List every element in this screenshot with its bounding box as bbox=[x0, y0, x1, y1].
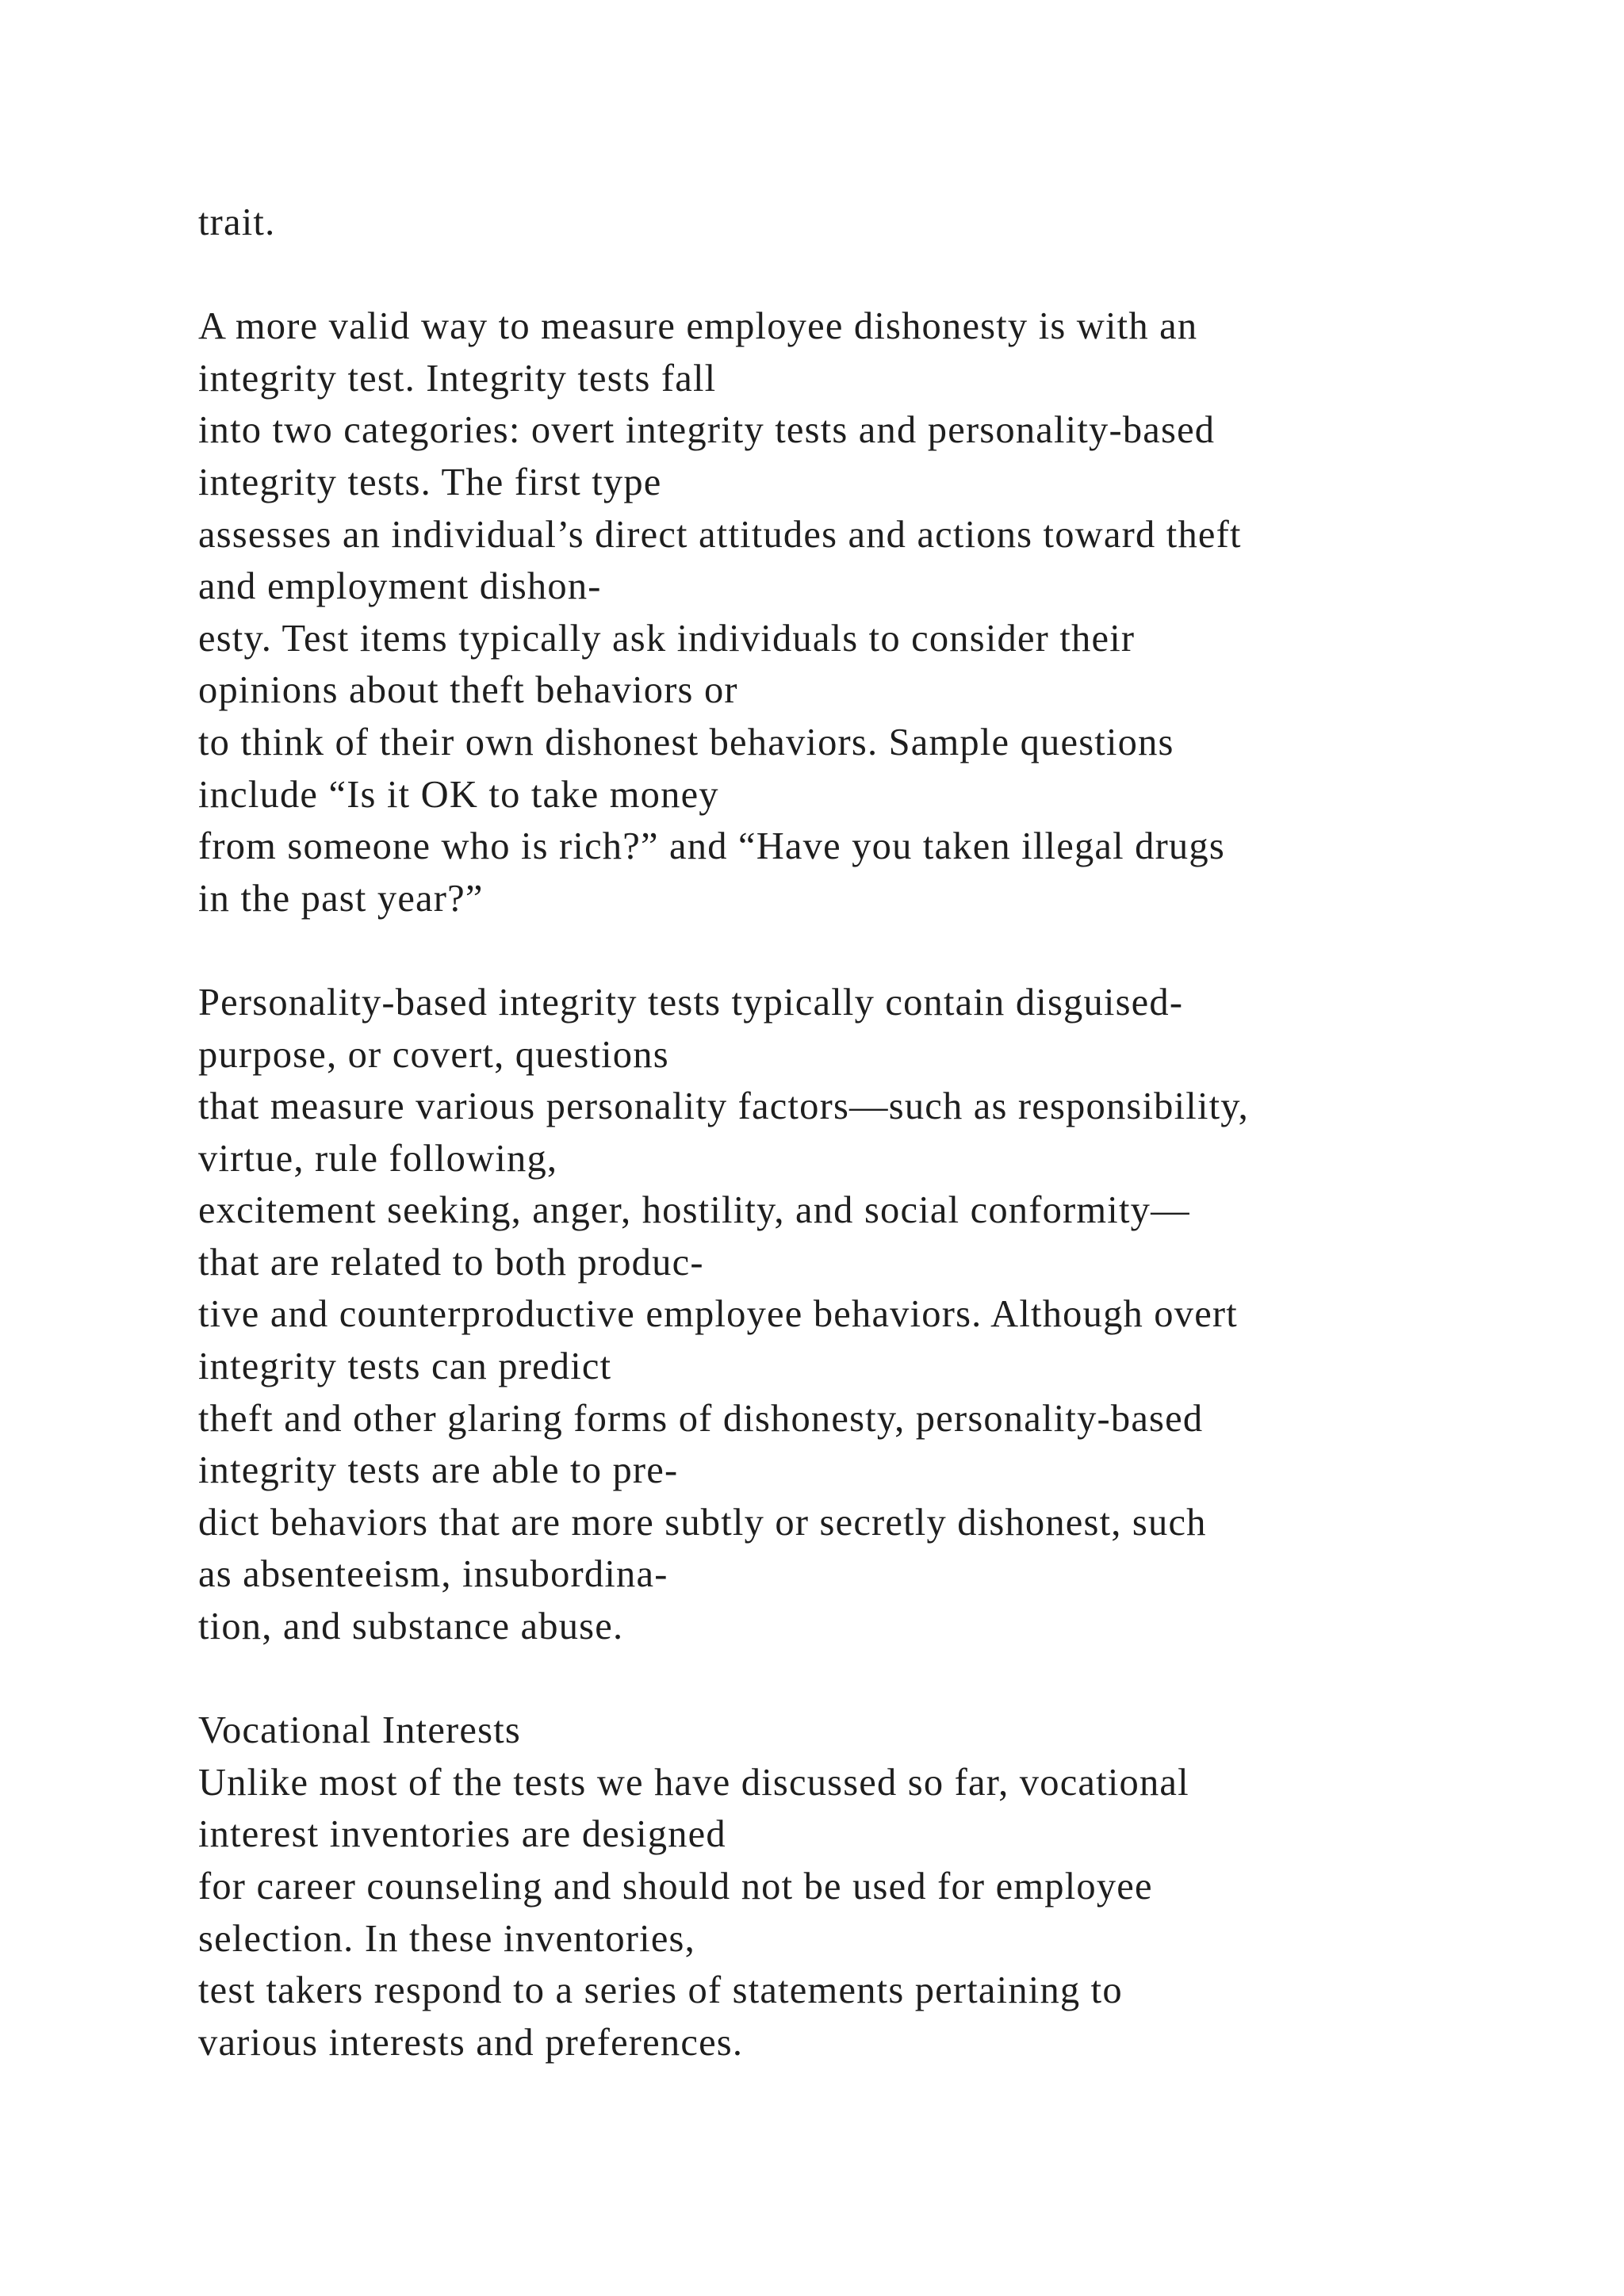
text-line: excitement seeking, anger, hostility, and social conformity— bbox=[198, 1189, 1190, 1232]
text-line: into two categories: overt integrity tests and personality-based bbox=[198, 409, 1216, 452]
text-line: tion, and substance abuse. bbox=[198, 1605, 624, 1648]
text-line: theft and other glaring forms of dishonesty, personality-based bbox=[198, 1397, 1204, 1440]
text-line: tive and counterproductive employee behaviors. Although overt bbox=[198, 1293, 1238, 1336]
text-line: in the past year?” bbox=[198, 877, 484, 920]
text-line: integrity tests. The first type bbox=[198, 461, 662, 503]
text-line: integrity test. Integrity tests fall bbox=[198, 357, 717, 400]
text-line: integrity tests can predict bbox=[198, 1345, 612, 1388]
text-line: purpose, or covert, questions bbox=[198, 1033, 669, 1076]
text-line: various interests and preferences. bbox=[198, 2021, 744, 2064]
text-line: as absenteeism, insubordina- bbox=[198, 1553, 668, 1596]
document-text bbox=[198, 197, 1546, 2068]
text-line: assesses an individual’s direct attitudes and actions toward theft bbox=[198, 513, 1242, 556]
text-line: A more valid way to measure employee dishonesty is with an bbox=[198, 305, 1198, 348]
text-line: that are related to both produc- bbox=[198, 1241, 704, 1284]
paragraph-break bbox=[198, 924, 1546, 977]
section-heading: Vocational Interests bbox=[198, 1709, 521, 1752]
paragraph-break bbox=[198, 1653, 1546, 1705]
text-line: Personality-based integrity tests typically contain disguised- bbox=[198, 981, 1184, 1024]
text-line: for career counseling and should not be used for employee bbox=[198, 1866, 1153, 1908]
text-line: include “Is it OK to take money bbox=[198, 773, 719, 816]
text-line: test takers respond to a series of statements pertaining to bbox=[198, 1969, 1123, 2012]
paragraph-break bbox=[198, 249, 1546, 301]
text-line: selection. In these inventories, bbox=[198, 1917, 695, 1960]
text-line: dict behaviors that are more subtly or secretly dishonest, such bbox=[198, 1501, 1207, 1544]
text-line: interest inventories are designed bbox=[198, 1813, 726, 1856]
text-line: to think of their own dishonest behaviors. Sample questions bbox=[198, 721, 1174, 763]
text-line: that measure various personality factors—such as responsibility, bbox=[198, 1085, 1249, 1128]
text-line: and employment dishon- bbox=[198, 565, 602, 608]
text-line: virtue, rule following, bbox=[198, 1137, 558, 1180]
text-line: Unlike most of the tests we have discussed so far, vocational bbox=[198, 1761, 1189, 1804]
text-line: esty. Test items typically ask individuals to consider their bbox=[198, 617, 1136, 660]
text-line: trait. bbox=[198, 201, 276, 243]
text-line: integrity tests are able to pre- bbox=[198, 1449, 679, 1492]
text-line: from someone who is rich?” and “Have you taken illegal drugs bbox=[198, 825, 1225, 868]
text-line: opinions about theft behaviors or bbox=[198, 669, 738, 712]
